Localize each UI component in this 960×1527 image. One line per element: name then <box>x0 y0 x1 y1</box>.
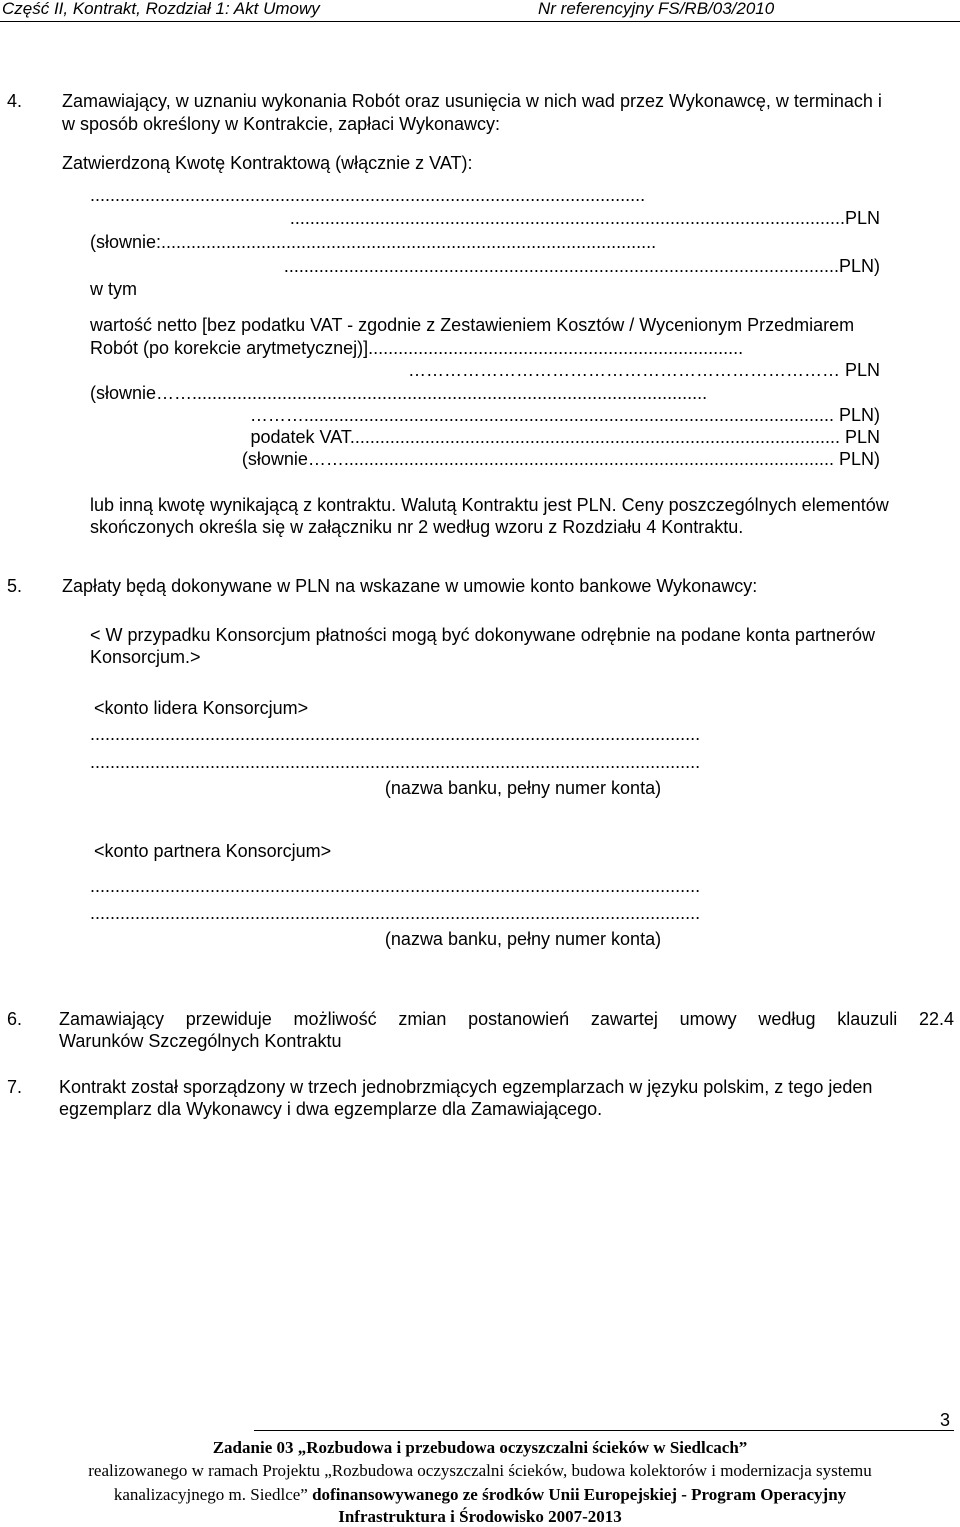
section-4-number: 4. <box>7 91 23 111</box>
consortium-note-line-1: < W przypadku Konsorcjum płatności mogą być dokonywane odrębnie na podane konta partnerów <box>90 625 875 645</box>
section-6-line-2: Warunków Szczególnych Kontraktu <box>59 1031 342 1051</box>
net-value-line-1: wartość netto [bez podatku VAT - zgodnie z Zestawieniem Kosztów / Wycenionym Przedmiarem <box>90 315 855 335</box>
vat-words: (słownie…….................................................................................................. PLN) <box>241 449 880 469</box>
footer-line-3 <box>0 1485 960 1505</box>
net-value-words-close: ……….......................................................................................................... PLN) <box>249 405 880 425</box>
other-amount-line-1: lub inną kwotę wynikającą z kontraktu. Walutą Kontraktu jest PLN. Ceny poszczególnych elementów <box>90 495 889 515</box>
section-6-number: 6. <box>7 1009 23 1029</box>
other-amount-line-2: skończonych określa się w załączniku nr 2 według wzoru z Rozdziału 4 Kontraktu. <box>90 517 744 537</box>
section-7-line-1: Kontrakt został sporządzony w trzech jednobrzmiących egzemplarzach w języku polskim, z tego jeden <box>59 1077 873 1097</box>
net-value-pln: ……………………………………………………………… PLN <box>407 360 880 380</box>
section-5-number: 5. <box>7 576 23 596</box>
footer-line-3-start: kanalizacyjnego m. Siedlce” <box>113 1485 308 1504</box>
net-value-words: (słownie……....................................................................................................... <box>90 383 708 403</box>
amount-in-words: (słownie:................................................................................................... <box>90 232 657 252</box>
footer-line-2: realizowanego w ramach Projektu „Rozbudowa oczyszczalni ścieków, budowa kolektorów i modernizacja systemu <box>88 1461 872 1480</box>
amount-pln: ...............................................................................................................PLN <box>289 208 880 228</box>
partner-bank-hint: (nazwa banku, pełny numer konta) <box>384 929 662 949</box>
section-7-number: 7. <box>7 1077 23 1097</box>
footer-line-4: Infrastruktura i Środowisko 2007-2013 <box>338 1507 622 1526</box>
footer-divider <box>254 1430 954 1431</box>
section-4-line-1: Zamawiający, w uznaniu wykonania Robót oraz usunięcia w nich wad przez Wykonawcę, w terminach i <box>62 91 882 111</box>
footer-line-3-funding: dofinansowywanego ze środków Unii Europejskiej - Program Operacyjny <box>307 1485 847 1504</box>
in-that-label: w tym <box>90 279 137 299</box>
section-4-line-2: w sposób określony w Kontrakcie, zapłaci Wykonawcy: <box>62 114 501 134</box>
page-number: 3 <box>940 1410 951 1430</box>
consortium-note-line-2: Konsorcjum.> <box>90 647 201 667</box>
leader-bank-hint: (nazwa banku, pełny numer konta) <box>384 778 662 798</box>
partner-account-label: <konto partnera Konsorcjum> <box>94 841 332 861</box>
section-7-line-2: egzemplarz dla Wykonawcy i dwa egzemplarze dla Zamawiającego. <box>59 1099 603 1119</box>
vat-line: podatek VAT.................................................................................................. PLN <box>250 427 880 447</box>
section-6-line-1: Zamawiający przewiduje możliwość zmian postanowień zawartej umowy według klauzuli 22.4 <box>59 1009 954 1029</box>
footer-line-1: Zadanie 03 „Rozbudowa i przebudowa oczyszczalni ścieków w Siedlcach” <box>212 1438 748 1457</box>
header-divider <box>0 21 960 22</box>
amount-dots: ............................................................................................................... <box>90 185 646 205</box>
net-value-line-2: Robót (po korekcie arytmetycznej)]........................................................................... <box>90 338 744 358</box>
header-left: Część II, Kontrakt, Rozdział 1: Akt Umowy <box>2 0 320 18</box>
header-right: Nr referencyjny FS/RB/03/2010 <box>538 0 775 18</box>
approved-amount-label: Zatwierdzoną Kwotę Kontraktową (włącznie z VAT): <box>62 153 473 173</box>
partner-account-dots-2: .......................................................................................................................... <box>90 903 701 923</box>
partner-account-dots-1: .......................................................................................................................... <box>90 876 701 896</box>
leader-account-dots-1: .......................................................................................................................... <box>90 724 701 744</box>
leader-account-label: <konto lidera Konsorcjum> <box>94 698 309 718</box>
amount-in-words-close: ...............................................................................................................PLN) <box>283 256 880 276</box>
leader-account-dots-2: .......................................................................................................................... <box>90 752 701 772</box>
section-5-text: Zapłaty będą dokonywane w PLN na wskazane w umowie konto bankowe Wykonawcy: <box>62 576 758 596</box>
